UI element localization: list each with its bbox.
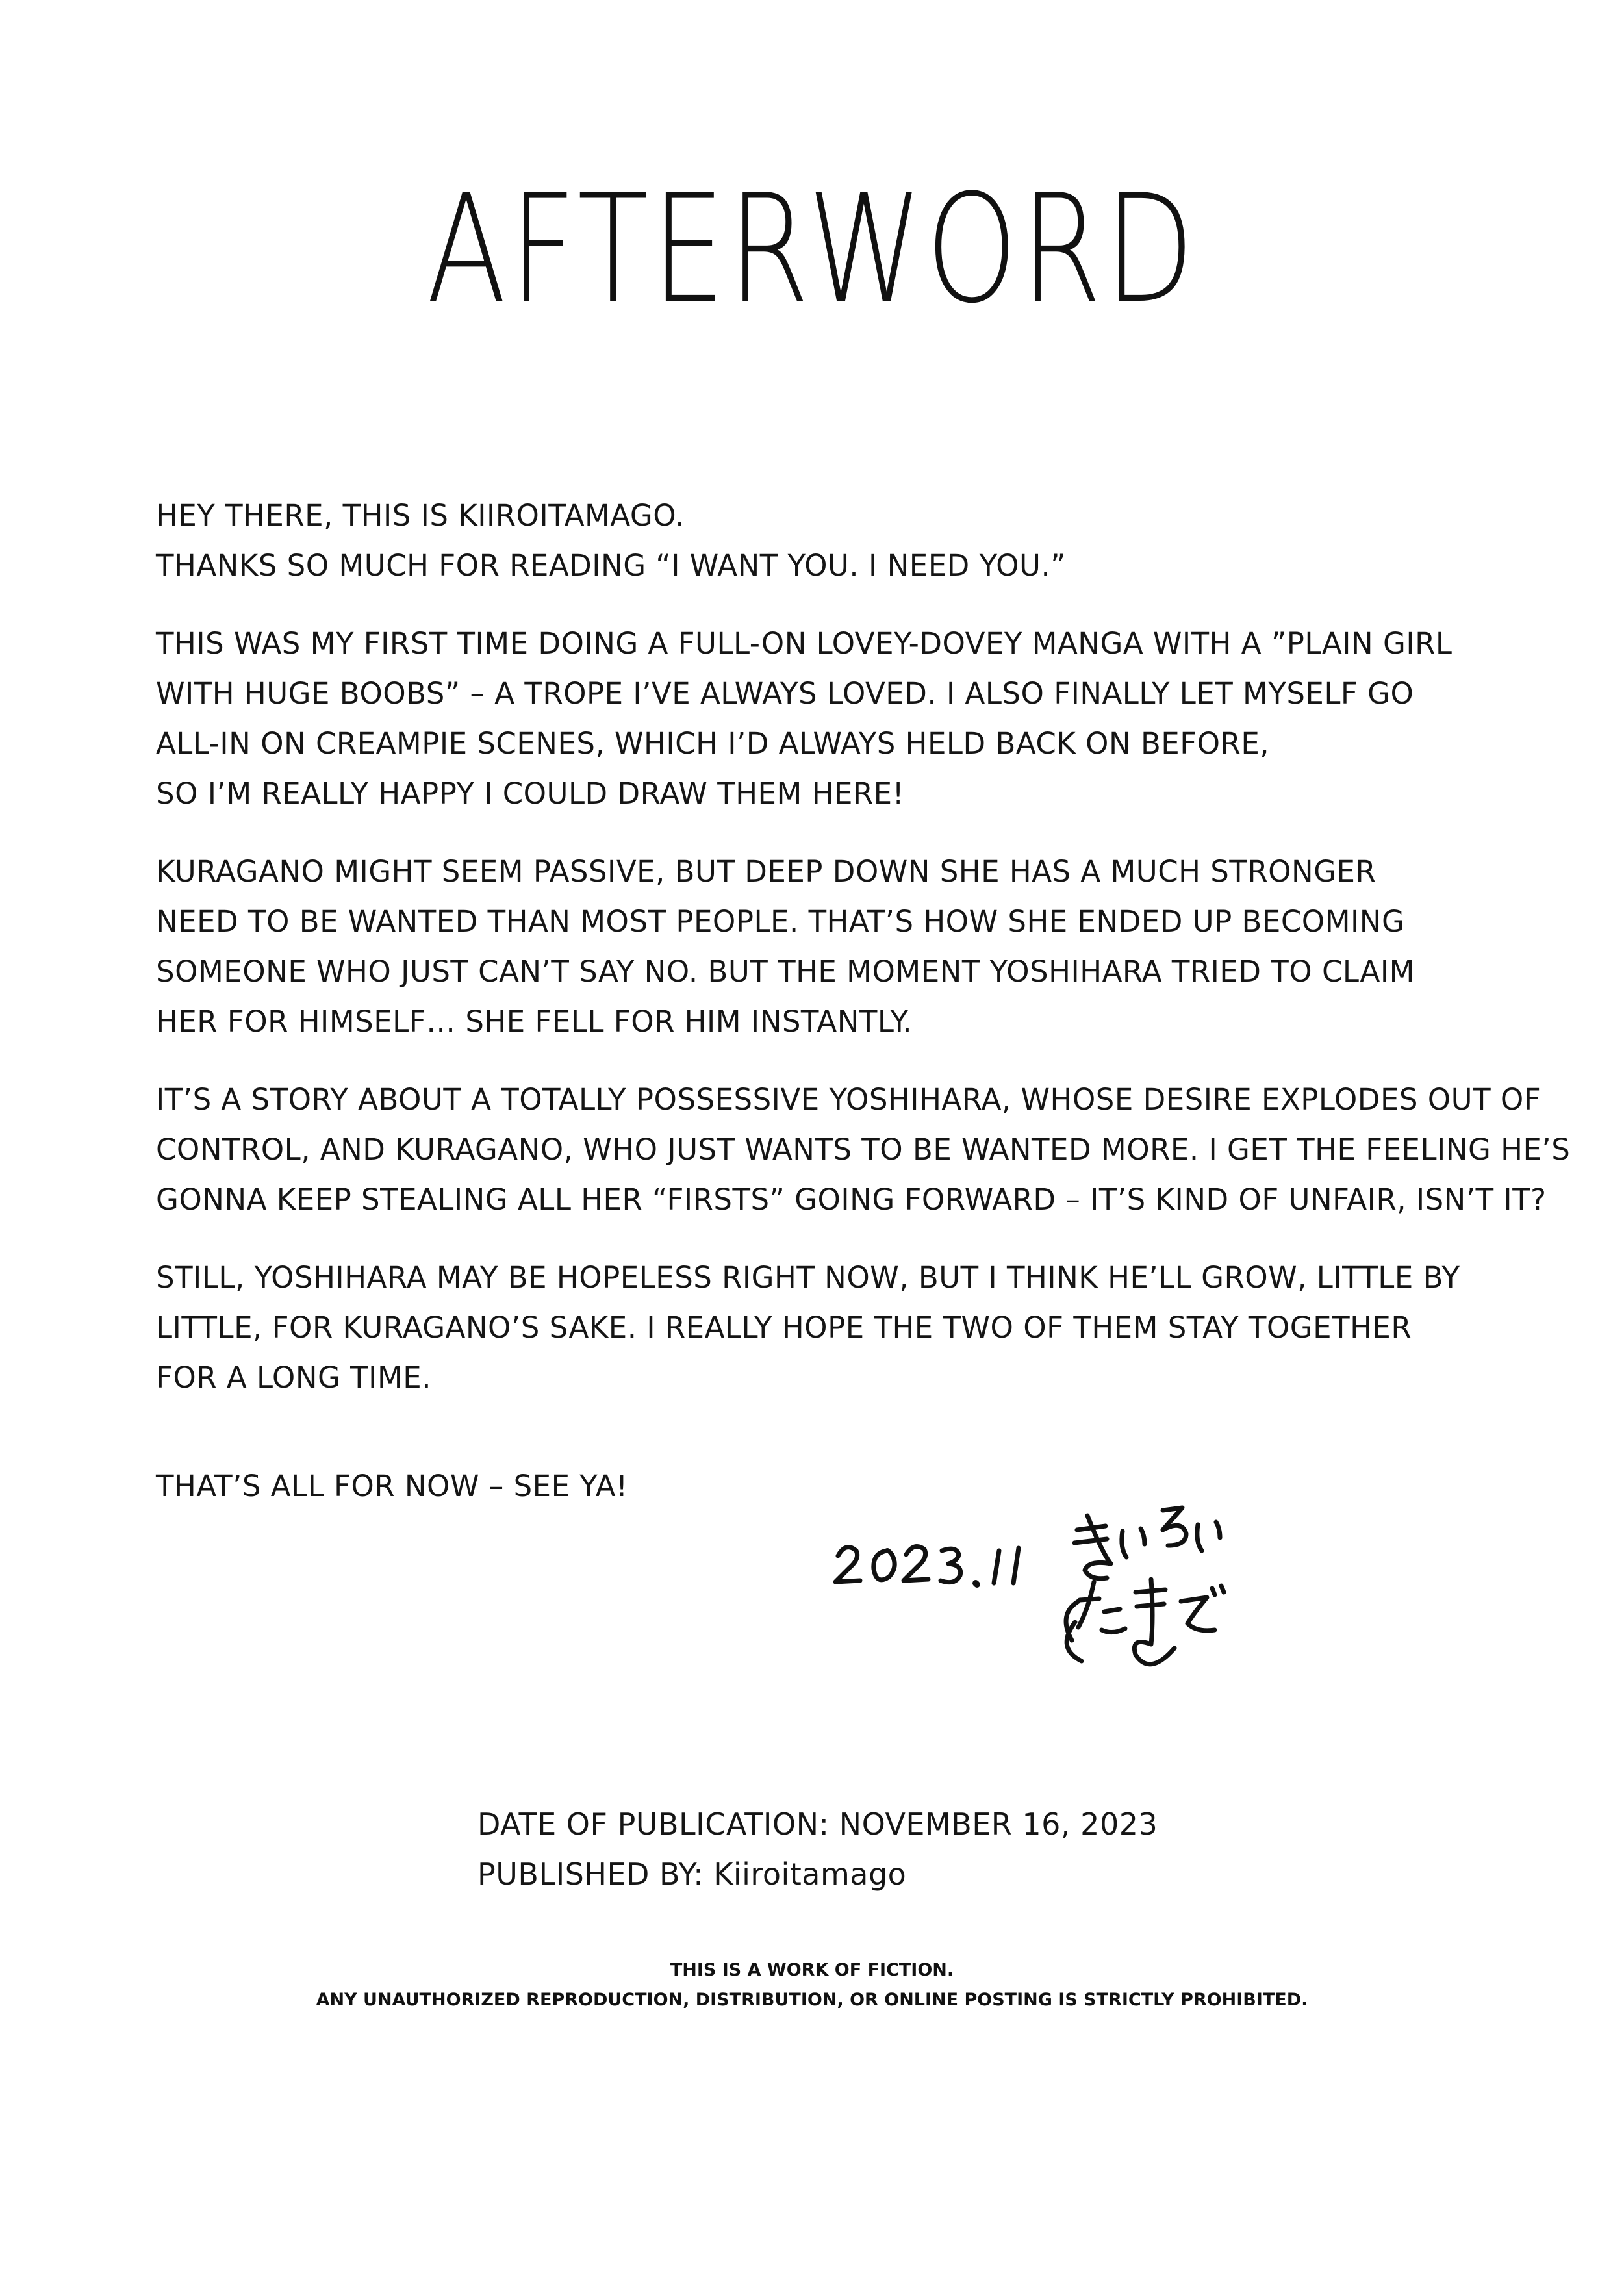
text-line: NEED TO BE WANTED THAN MOST PEOPLE. THAT’S HOW SHE ENDED UP BECOMING [156, 904, 1405, 939]
paragraph-greeting [156, 490, 1546, 591]
text-line: SOMEONE WHO JUST CAN’T SAY NO. BUT THE MOMENT YOSHIHARA TRIED TO CLAIM [156, 954, 1415, 989]
colophon [477, 1799, 1158, 1900]
text-line: ALL-IN ON CREAMPIE SCENES, WHICH I’D ALWAYS HELD BACK ON BEFORE, [156, 726, 1270, 761]
text-line: KURAGANO MIGHT SEEM PASSIVE, BUT DEEP DOWN SHE HAS A MUCH STRONGER [156, 854, 1377, 889]
page-title: AFTERWORD [426, 163, 1198, 337]
text-line: GONNA KEEP STEALING ALL HER “FIRSTS” GOING FORWARD – IT’S KIND OF UNFAIR, ISN’T IT? [156, 1182, 1547, 1217]
legal-notice [0, 1955, 1624, 2015]
reproduction-notice: ANY UNAUTHORIZED REPRODUCTION, DISTRIBUTION, OR ONLINE POSTING IS STRICTLY PROHIBITED. [316, 1990, 1308, 2010]
text-line: FOR A LONG TIME. [156, 1360, 432, 1395]
text-line: THANKS SO MUCH FOR READING “I WANT YOU. I NEED YOU.” [156, 548, 1067, 583]
text-line: WITH HUGE BOOBS” – A TROPE I’VE ALWAYS LOVED. I ALSO FINALLY LET MYSELF GO [156, 676, 1414, 711]
text-line: THIS WAS MY FIRST TIME DOING A FULL-ON LOVEY-DOVEY MANGA WITH A ”PLAIN GIRL [156, 626, 1453, 661]
signature-drawing [825, 1491, 1319, 1686]
text-line: CONTROL, AND KURAGANO, WHO JUST WANTS TO BE WANTED MORE. I GET THE FEELING HE’S [156, 1132, 1571, 1167]
text-line: HEY THERE, THIS IS KIIROITAMAGO. [156, 498, 685, 533]
text-line: HER FOR HIMSELF… SHE FELL FOR HIM INSTANTLY. [156, 1004, 913, 1039]
paragraph-hope [156, 1252, 1546, 1403]
afterword-body [156, 490, 1571, 1539]
publisher: PUBLISHED BY: Kiiroitamago [477, 1857, 907, 1892]
text-line: IT’S A STORY ABOUT A TOTALLY POSSESSIVE YOSHIHARA, WHOSE DESIRE EXPLODES OUT OF [156, 1082, 1542, 1117]
paragraph-story [156, 1074, 1571, 1225]
publication-date: DATE OF PUBLICATION: NOVEMBER 16, 2023 [477, 1807, 1158, 1842]
text-line: STILL, YOSHIHARA MAY BE HOPELESS RIGHT NOW, BUT I THINK HE’LL GROW, LITTLE BY [156, 1260, 1460, 1295]
closing-line: THAT’S ALL FOR NOW – SEE YA! [156, 1469, 628, 1503]
text-line: SO I’M REALLY HAPPY I COULD DRAW THEM HERE! [156, 776, 905, 811]
fiction-notice: THIS IS A WORK OF FICTION. [670, 1960, 954, 1980]
paragraph-kuragano [156, 846, 1546, 1047]
text-line: LITTLE, FOR KURAGANO’S SAKE. I REALLY HOPE THE TWO OF THEM STAY TOGETHER [156, 1310, 1412, 1345]
paragraph-first-time [156, 618, 1546, 819]
handwritten-signature [825, 1491, 1319, 1686]
